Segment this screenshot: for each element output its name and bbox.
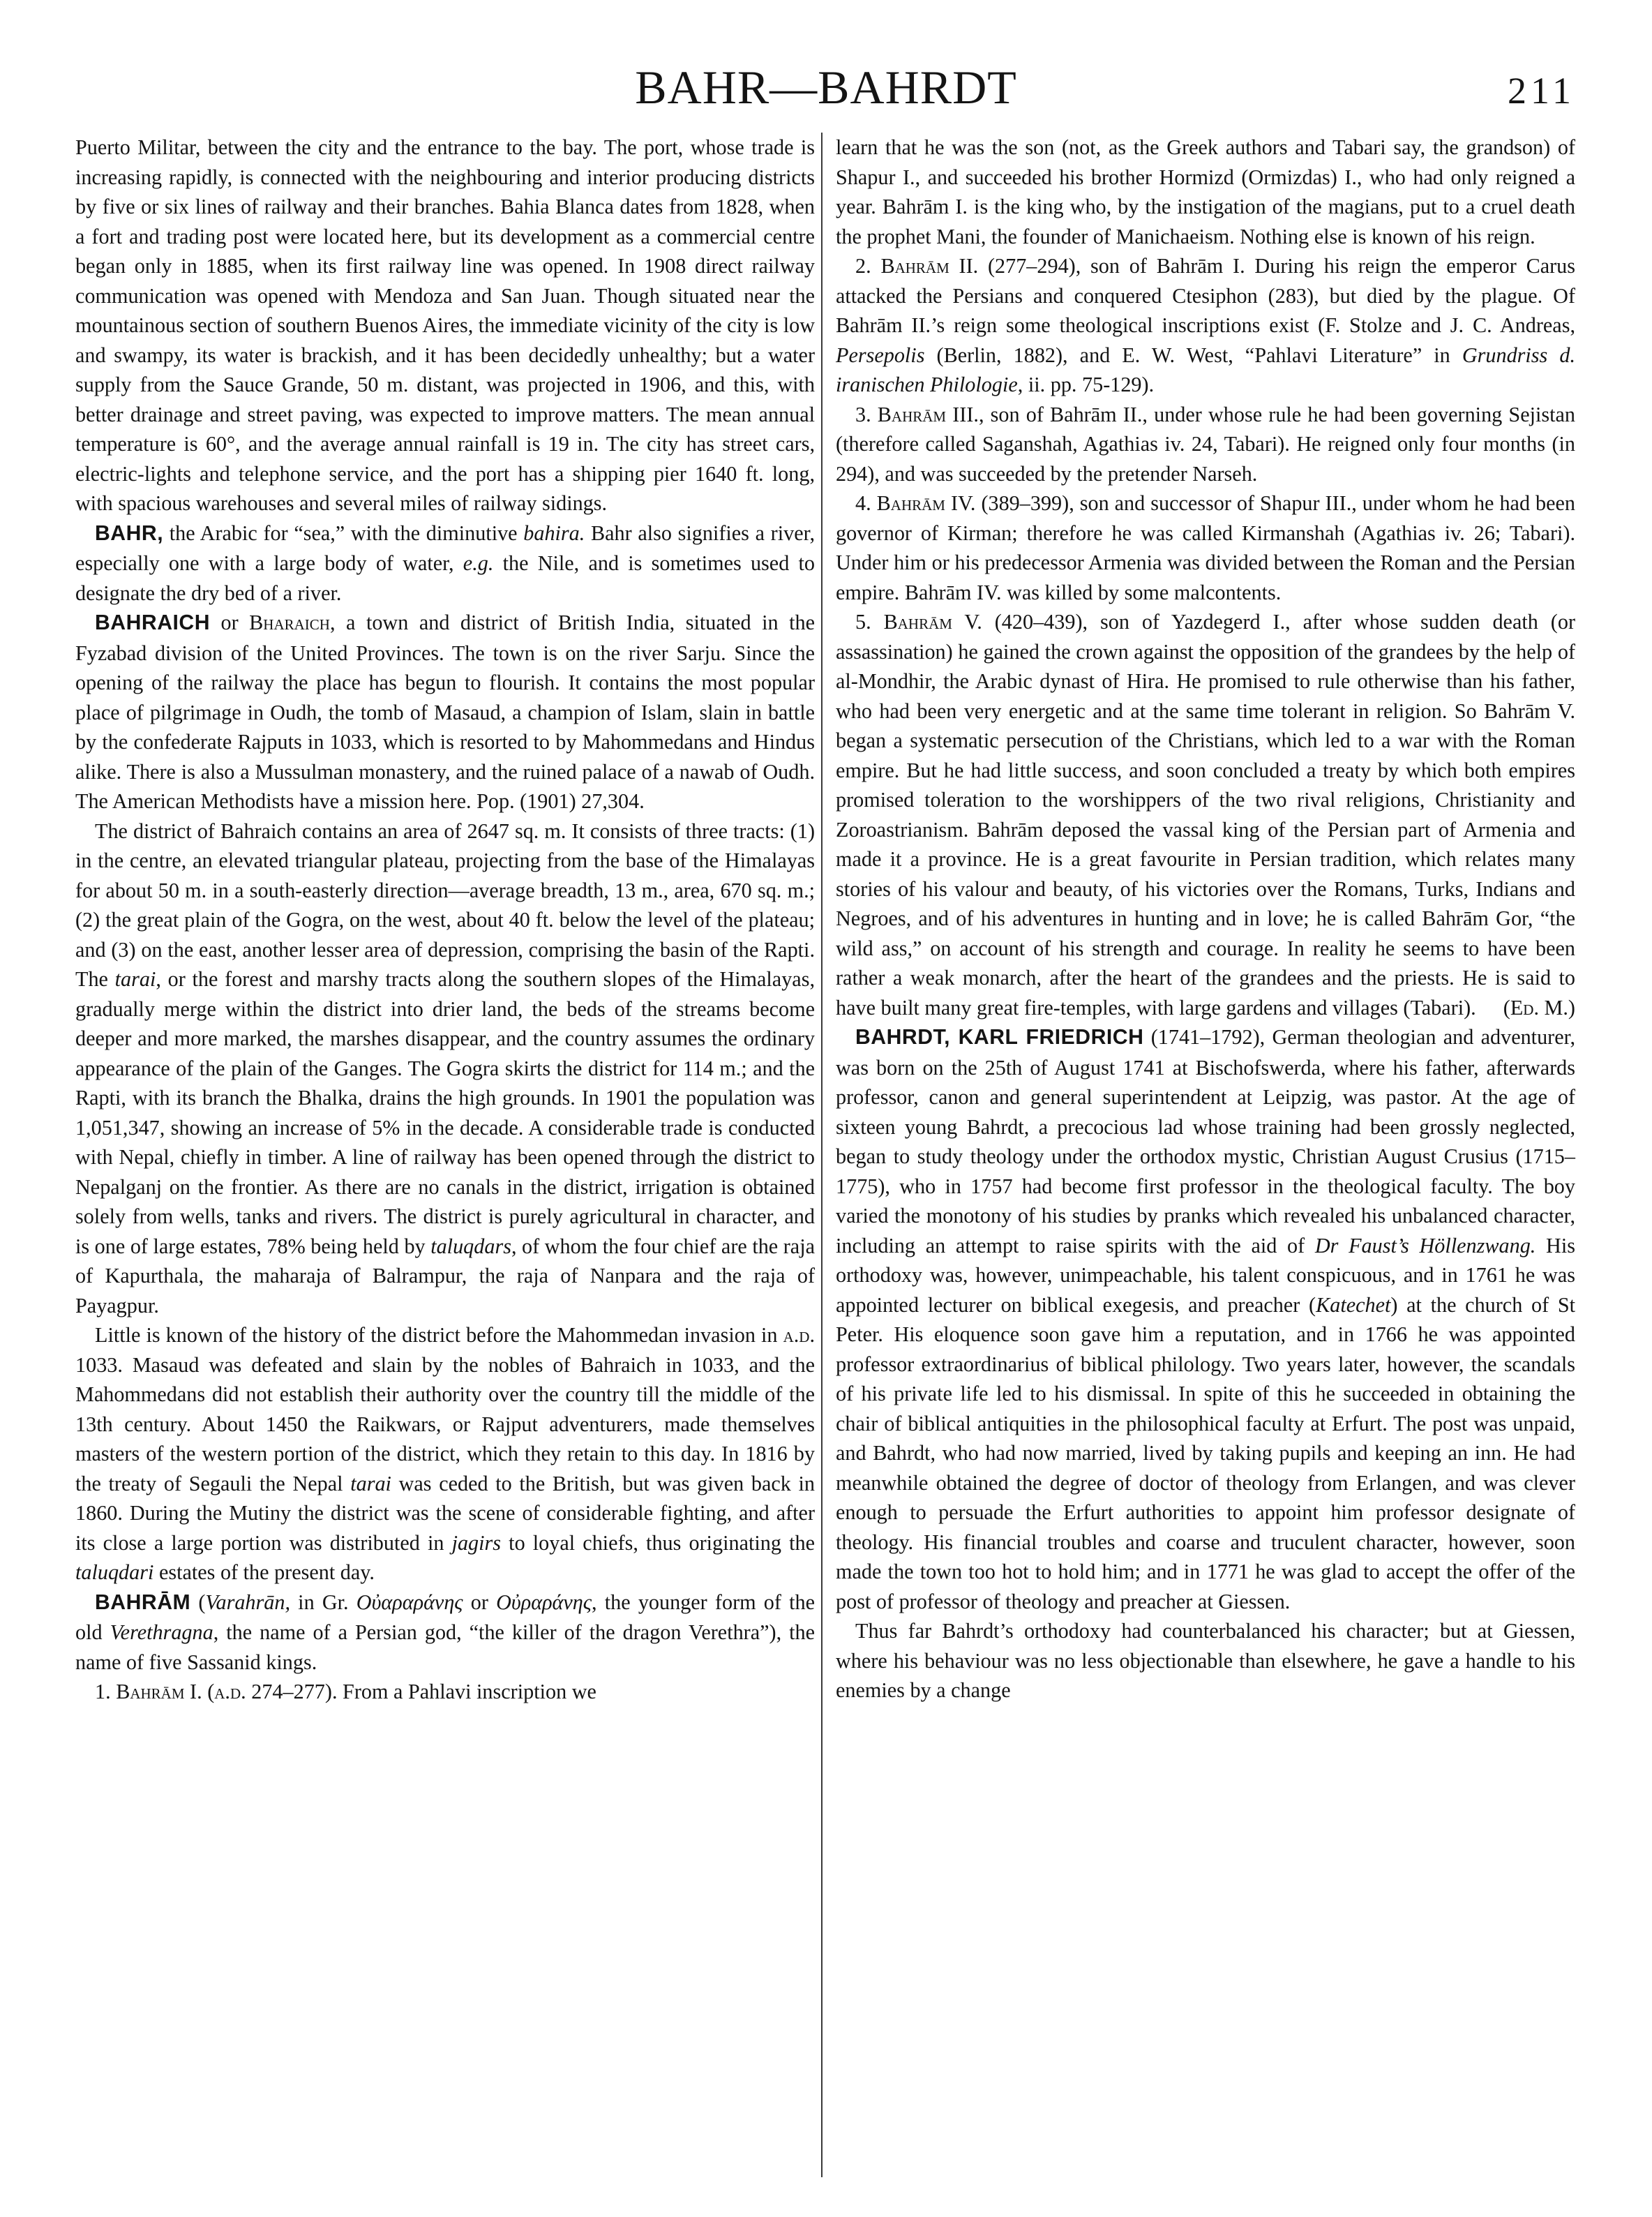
column-divider bbox=[821, 133, 823, 2177]
headword-bahrdt: BAHRDT, KARL FRIEDRICH bbox=[855, 1026, 1144, 1049]
entry-bahrdt: BAHRDT, KARL FRIEDRICH (1741–1792), German theologian and adventurer, was born on the 25th of August 1741 at Bischofswerda, where his father, afterwards professor, canon and general superintendent at Leipzig, was pastor. At the age of sixteen young Bahrdt, a precocious lad whose training had been grossly neglected, began to study theology under the orthodox mystic, Christian August Crusius (1715–1775), who in 1757 had become first professor in the theological faculty. The boy varied the monotony of his studies by pranks which revealed his unbalanced character, including an attempt to raise spirits with the aid of Dr Faust’s Höllenzwang. His orthodoxy was, however, unimpeachable, his talent conspicuous, and in 1761 he was appointed lecturer on biblical exegesis, and preacher (Katechet) at the church of St Peter. His eloquence soon gave him a reputation, and in 1766 he was appointed professor extraordinarius of biblical philology. Two years later, however, the scandals of his private life led to his dismissal. In spite of this he succeeded in obtaining the chair of biblical antiquities in the philosophical faculty at Erfurt. The post was unpaid, and Bahrdt, who had now married, lived by taking pupils and keeping an inn. He had meanwhile obtained the degree of doctor of theology from Erlangen, and was clever enough to persuade the Erfurt authorities to appoint him professor designate of theology. His financial troubles and coarse and truculent character, however, soon made the town too hot to hold him; and in 1771 he was glad to accept the offer of the post of professor of theology and preacher at Giessen. bbox=[836, 1025, 1576, 1613]
headword-bahr: BAHR, bbox=[95, 521, 164, 545]
headword-bahraich: BAHRAICH bbox=[95, 611, 210, 634]
right-column bbox=[836, 133, 1575, 1705]
bahrdt-giessen-paragraph: Thus far Bahrdt’s orthodoxy had counterbalanced his character; but at Giessen, where his behaviour was no less objectionable than elsewhere, he gave a handle to his enemies by a change bbox=[836, 1619, 1575, 1702]
bahraich-district-paragraph: The district of Bahraich contains an area of 2647 sq. m. It consists of three tracts: (1) in the centre, an elevated triangular plateau, projecting from the base of the Himalayas for about 50 m. in a south-easterly direction—average breadth, 13 m., area, 670 sq. m.; (2) the great plain of the Gogra, on the west, about 40 ft. below the level of the plateau; and (3) on the east, another lesser area of depression, comprising the basin of the Rapti. The tarai, or the forest and marshy tracts along the southern slopes of the Himalayas, gradually merge within the district into drier land, the beds of the streams become deeper and more marked, the marshes disappear, and the country assumes the ordinary appearance of the plain of the Ganges. The Gogra skirts the district for 114 m.; and the Rapti, with its branch the Bhalka, drains the high grounds. In 1901 the population was 1,051,347, showing an increase of 5% in the decade. A considerable trade is conducted with Nepal, chiefly in timber. A line of railway has been opened through the district to Nepalganj on the frontier. As there are no canals in the district, irrigation is obtained solely from wells, tanks and rivers. The district is purely agricultural in character, and is one of large estates, 78% being held by taluqdars, of whom the four chief are the raja of Kapurthala, the maharaja of Balrampur, the raja of Nanpara and the raja of Payagpur. bbox=[75, 819, 815, 1317]
bahram-i-paragraph-end: learn that he was the son (not, as the Greek authors and Tabari say, the grandson) of Shapur I., and succeeded his brother Hormizd (Ormizdas) I., who had only reigned a year. Bahrām I. is the king who, by the instigation of the magians, put to a cruel death the prophet Mani, the founder of Manichaeism. Nothing else is known of his reign. bbox=[836, 135, 1575, 248]
entry-bahram: BAHRĀM (Varahrān, in Gr. Οὐαραράνης or Οὐραράνης, the younger form of the old Verethragna, the name of a Persian god, “the killer of the dragon Verethra”), the name of five Sassanid kings. bbox=[75, 1590, 816, 1674]
bahram-iv-paragraph: 4. Bahrām IV. (389–399), son and successor of Shapur III., under whom he had been governor of Kirman; therefore he was called Kirmanshah (Agathias iv. 26; Tabari). Under him or his predecessor Armenia was divided between the Roman and the Persian empire. Bahrām IV. was killed by some malcontents. bbox=[836, 491, 1576, 604]
bahram-ii-paragraph: 2. Bahrām II. (277–294), son of Bahrām I. During his reign the emperor Carus attacked the Persians and conquered Ctesiphon (283), but died by the plague. Of Bahrām II.’s reign some theological inscriptions exist (F. Stolze and J. C. Andreas, Persepolis (Berlin, 1882), and E. W. West, “Pahlavi Literature” in Grundriss d. iranischen Philologie, ii. pp. 75-129). bbox=[836, 254, 1576, 396]
page-number: 211 bbox=[1508, 70, 1575, 112]
bahraich-history-paragraph: Little is known of the history of the district before the Mahommedan invasion in a.d. 1033. Masaud was defeated and slain by the nobles of Bahraich in 1033, and the Mahommedans did not establish their authority over the country till the middle of the 13th century. About 1450 the Raikwars, or Rajput adventurers, made themselves masters of the western portion of the district, which they retain to this day. In 1816 by the treaty of Segauli the Nepal tarai was ceded to the British, but was given back in 1860. During the Mutiny the district was the scene of considerable fighting, and after its close a large portion was distributed in jagirs to loyal chiefs, thus originating the taluqdari estates of the present day. bbox=[75, 1323, 816, 1584]
entry-bahraich: BAHRAICH or Bharaich, a town and district of British India, situated in the Fyzabad division of the United Provinces. The town is on the river Sarju. Since the opening of the railway the place has begun to flourish. It contains the most popular place of pilgrimage in Oudh, the tomb of Masaud, a champion of Islam, slain in battle by the confederate Rajputs in 1033, which is resorted to by Mahommedans and Hindus alike. There is also a Mussulman monastery, and the ruined palace of a nawab of Oudh. The American Methodists have a mission here. Pop. (1901) 27,304. bbox=[75, 611, 815, 813]
bahram-iii-paragraph: 3. Bahrām III., son of Bahrām II., under whose rule he had been governing Sejistan (therefore called Saganshah, Agathias iv. 24, Tabari). He reigned only four months (in 294), and was succeeded by the pretender Narseh. bbox=[836, 402, 1575, 486]
entry-bahr: BAHR, the Arabic for “sea,” with the diminutive bahira. Bahr also signifies a river, especially one with a large body of water, e.g. the Nile, and is sometimes used to designate the dry bed of a river. bbox=[75, 521, 815, 605]
running-title: BAHR—BAHRDT bbox=[635, 61, 1017, 114]
headword-bahram: BAHRĀM bbox=[95, 1590, 191, 1614]
bahram-v-paragraph: 5. Bahrām V. (420–439), son of Yazdegerd I., after whose sudden death (or assassination) he gained the crown against the opposition of the grandees by the help of al-Mondhir, the Arabic dynast of Hira. He promised to rule otherwise than his father, who had been very energetic and at the same time tolerant in religion. So Bahrām V. began a systematic persecution of the Christians, which led to a war with the Roman empire. But he had little success, and soon concluded a treaty by which both empires promised toleration to the worshippers of the two rival religions, Christianity and Zoroastrianism. Bahrām deposed the vassal king of the Persian part of Armenia and made it a province. He is a great favourite in Persian tradition, which relates many stories of his valour and beauty, of his victories over the Romans, Turks, Indians and Negroes, and of his adventures in hunting and in love; he is called Bahrām Gor, “the wild ass,” on account of his strength and courage. In reality he seems to have been rather a weak monarch, after the heart of the grandees and the priests. He is said to have built many great fire-temples, with large gardens and villages (Tabari). (Ed. M.) bbox=[836, 607, 1575, 1022]
bahram-i-paragraph-start: 1. Bahrām I. (a.d. 274–277). From a Pahlavi inscription we bbox=[95, 1680, 596, 1703]
bahia-blanca-continuation: Puerto Militar, between the city and the entrance to the bay. The port, whose trade is increasing rapidly, is connected with the neighbouring and interior producing districts by five or six lines of railway and their branches. Bahia Blanca dates from 1828, when a fort and trading post were located here, but its development as a commercial centre began only in 1885, when its first railway line was opened. In 1908 direct railway communication was opened with Mendoza and San Juan. Though situated near the mountainous section of southern Buenos Aires, the immediate vicinity of the city is low and swampy, its water is brackish, and it has been decidedly unhealthy; but a water supply from the Sauce Grande, 50 m. distant, was projected in 1906, and this, with better drainage and street paving, was expected to improve matters. The mean annual temperature is 60°, and the average annual rainfall is 19 in. The city has street cars, electric-lights and telephone service, and the port has a shipping pier 1640 ft. long, with spacious warehouses and several miles of railway sidings. bbox=[75, 135, 815, 515]
left-column bbox=[75, 133, 815, 1707]
author-signature: (Ed. M.) bbox=[1503, 995, 1575, 1020]
page-header bbox=[70, 56, 1582, 119]
